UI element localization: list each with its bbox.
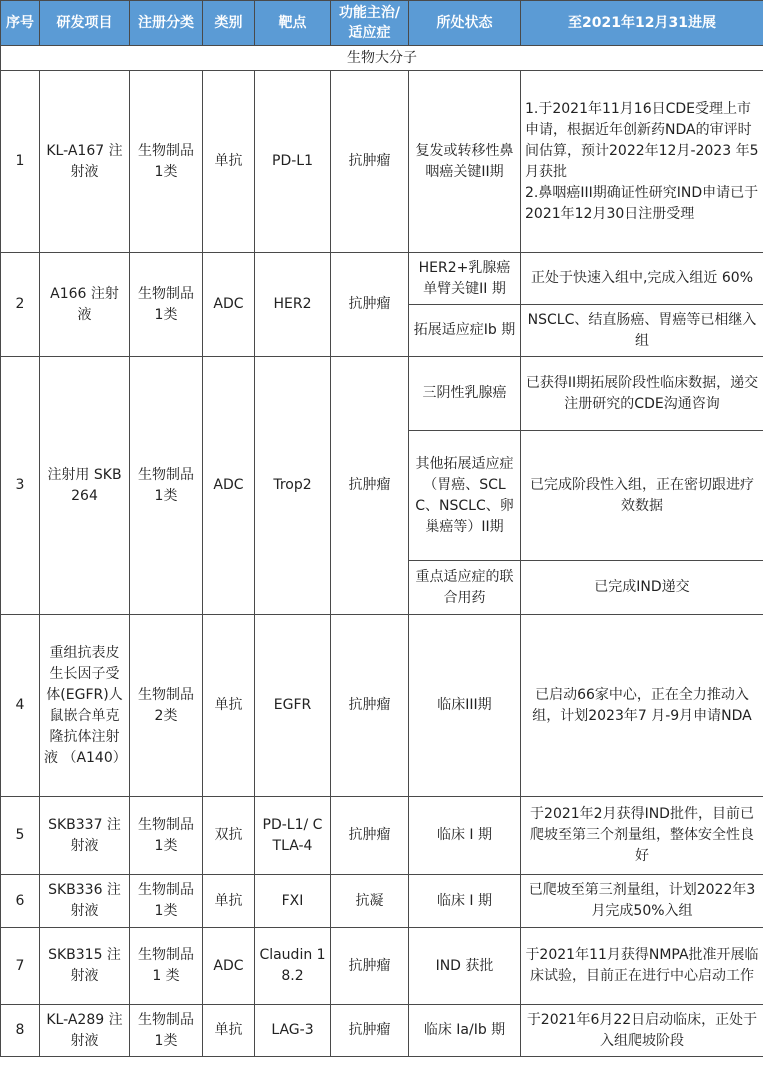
cell-project: 注射用 SKB264 <box>40 357 130 615</box>
header-registration: 注册分类 <box>130 1 203 46</box>
cell-index: 2 <box>1 253 40 357</box>
cell-indication: 抗肿瘤 <box>331 1005 409 1057</box>
cell-progress: 已启动66家中心，正在全力推动入组，计划2023年7 月-9月申请NDA <box>521 615 763 797</box>
cell-type: 单抗 <box>203 615 255 797</box>
header-project: 研发项目 <box>40 1 130 46</box>
cell-index: 4 <box>1 615 40 797</box>
cell-target: EGFR <box>255 615 331 797</box>
cell-progress: 于2021年11月获得NMPA批准开展临床试验，目前正在进行中心启动工作 <box>521 928 763 1005</box>
cell-indication: 抗肿瘤 <box>331 615 409 797</box>
cell-status: 三阴性乳腺癌 <box>409 357 521 431</box>
cell-progress: 于2021年6月22日启动临床，正处于入组爬坡阶段 <box>521 1005 763 1057</box>
cell-index: 8 <box>1 1005 40 1057</box>
cell-target: PD-L1 <box>255 71 331 253</box>
cell-type: 单抗 <box>203 71 255 253</box>
cell-type: ADC <box>203 928 255 1005</box>
table-row <box>1 71 763 253</box>
header-index: 序号 <box>1 1 40 46</box>
cell-type: ADC <box>203 357 255 615</box>
cell-progress: 1.于2021年11月16日CDE受理上市申请，根据近年创新药NDA的审评时间估算，预计2022年12月-2023 年5月获批 2.鼻咽癌III期确证性研究IND申请已于2021年12月30日注册受理 <box>521 71 763 253</box>
cell-registration: 生物制品 1类 <box>130 1005 203 1057</box>
table-row <box>1 253 763 305</box>
table-row <box>1 797 763 875</box>
cell-registration: 生物制品 1类 <box>130 875 203 928</box>
cell-project: SKB315 注射液 <box>40 928 130 1005</box>
cell-status: 拓展适应症Ib 期 <box>409 305 521 357</box>
section-label: 生物大分子 <box>1 46 763 71</box>
cell-type: ADC <box>203 253 255 357</box>
cell-registration: 生物制品 1类 <box>130 797 203 875</box>
section-row <box>1 46 763 71</box>
cell-index: 5 <box>1 797 40 875</box>
cell-status: 复发或转移性鼻咽癌关键II期 <box>409 71 521 253</box>
cell-progress: 已完成IND递交 <box>521 561 763 615</box>
cell-project: KL-A289 注射液 <box>40 1005 130 1057</box>
table-row <box>1 1005 763 1057</box>
cell-registration: 生物制品 2类 <box>130 615 203 797</box>
table-row <box>1 615 763 797</box>
cell-indication: 抗肿瘤 <box>331 928 409 1005</box>
cell-project: SKB336 注射液 <box>40 875 130 928</box>
cell-status: IND 获批 <box>409 928 521 1005</box>
cell-project: KL-A167 注射液 <box>40 71 130 253</box>
cell-target: PD-L1/ CTLA-4 <box>255 797 331 875</box>
cell-progress: 于2021年2月获得IND批件，目前已爬坡至第三个剂量组，整体安全性良好 <box>521 797 763 875</box>
header-progress: 至2021年12月31进展 <box>521 1 763 46</box>
cell-progress: 已爬坡至第三剂量组，计划2022年3月完成50%入组 <box>521 875 763 928</box>
cell-indication: 抗肿瘤 <box>331 797 409 875</box>
header-row <box>1 1 763 46</box>
cell-progress: 已完成阶段性入组，正在密切跟进疗效数据 <box>521 431 763 561</box>
cell-status: 其他拓展适应症（胃癌、SCLC、NSCLC、卵巢癌等）II期 <box>409 431 521 561</box>
cell-status: HER2+乳腺癌单臂关键II 期 <box>409 253 521 305</box>
header-type: 类别 <box>203 1 255 46</box>
cell-progress: 已获得II期拓展阶段性临床数据，递交注册研究的CDE沟通咨询 <box>521 357 763 431</box>
cell-project: A166 注射液 <box>40 253 130 357</box>
cell-target: Trop2 <box>255 357 331 615</box>
header-indication: 功能主治/适应症 <box>331 1 409 46</box>
cell-indication: 抗肿瘤 <box>331 71 409 253</box>
cell-progress: 正处于快速入组中,完成入组近 60% <box>521 253 763 305</box>
cell-project: 重组抗表皮生长因子受体(EGFR)人鼠嵌合单克隆抗体注射液 （A140） <box>40 615 130 797</box>
header-target: 靶点 <box>255 1 331 46</box>
cell-indication: 抗凝 <box>331 875 409 928</box>
cell-status: 临床 I 期 <box>409 875 521 928</box>
cell-index: 7 <box>1 928 40 1005</box>
cell-project: SKB337 注射液 <box>40 797 130 875</box>
cell-type: 双抗 <box>203 797 255 875</box>
cell-status: 临床 Ia/Ib 期 <box>409 1005 521 1057</box>
cell-type: 单抗 <box>203 1005 255 1057</box>
cell-status: 临床III期 <box>409 615 521 797</box>
cell-progress: NSCLC、结直肠癌、胃癌等已相继入组 <box>521 305 763 357</box>
cell-index: 3 <box>1 357 40 615</box>
cell-registration: 生物制品 1类 <box>130 253 203 357</box>
table-row <box>1 875 763 928</box>
cell-status: 重点适应症的联合用药 <box>409 561 521 615</box>
cell-target: LAG-3 <box>255 1005 331 1057</box>
cell-index: 1 <box>1 71 40 253</box>
cell-type: 单抗 <box>203 875 255 928</box>
cell-status: 临床 I 期 <box>409 797 521 875</box>
cell-target: FXI <box>255 875 331 928</box>
table-row <box>1 928 763 1005</box>
cell-indication: 抗肿瘤 <box>331 357 409 615</box>
cell-target: HER2 <box>255 253 331 357</box>
cell-registration: 生物制品 1 类 <box>130 928 203 1005</box>
cell-registration: 生物制品 1类 <box>130 357 203 615</box>
table-row <box>1 357 763 431</box>
cell-indication: 抗肿瘤 <box>331 253 409 357</box>
header-status: 所处状态 <box>409 1 521 46</box>
cell-registration: 生物制品 1类 <box>130 71 203 253</box>
cell-index: 6 <box>1 875 40 928</box>
cell-target: Claudin 18.2 <box>255 928 331 1005</box>
